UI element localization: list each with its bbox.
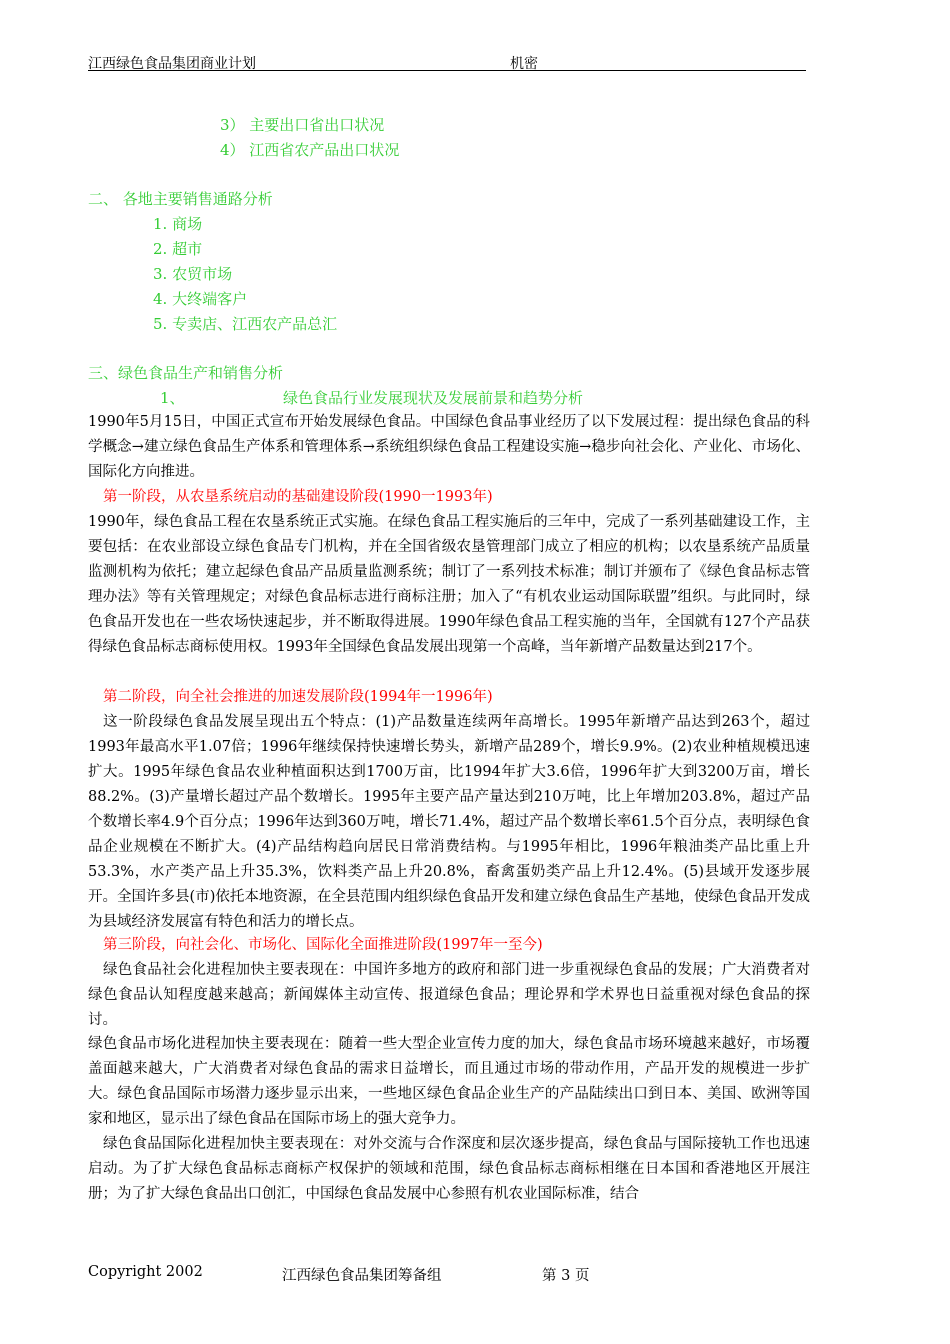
- stage1-paragraph: 1990年，绿色食品工程在农垦系统正式实施。在绿色食品工程实施后的三年中，完成了一系列基础建设工作，主要包括：在农业部设立绿色食品专门机构，并在全国省级农垦管理部门成立了相应的机构；以农垦系统产品质量监测机构为依托；建立起绿色食品产品质量监测系统；制订了一系列技术标准；制订并颁布了《绿色食品标志管理办法》等有关管理规定；对绿色食品标志进行商标注册；加入了“有机农业运动国际联盟”组织。与此同时，绿色食品开发也在一些农场快速起步，并不断取得进展。1990年绿色食品工程实施的当年，全国就有127个产品获得绿色食品标志商标使用权。1993年全国绿色食品发展出现第一个高峰，当年新增产品数量达到217个。: [88, 514, 810, 655]
- header-rule: [88, 70, 806, 71]
- intro-paragraph: 1990年5月15日，中国正式宣布开始发展绿色食品。中国绿色食品事业经历了以下发展过程：提出绿色食品的科学概念→建立绿色食品生产体系和管理体系→系统组织绿色食品工程建设实施→稳步向社会化、产业化、市场化、国际化方向推进。: [88, 414, 810, 480]
- section2-item: 2. 超市: [153, 240, 203, 258]
- header-title: 江西绿色食品集团商业计划: [88, 56, 256, 72]
- section3-subsection-number: 1、: [160, 389, 185, 407]
- toc-item-4: 4） 江西省农产品出口状况: [220, 141, 400, 159]
- toc-item-3: 3） 主要出口省出口状况: [220, 116, 385, 134]
- stage3-title: 第三阶段，向社会化、市场化、国际化全面推进阶段(1997年一至今): [103, 937, 543, 953]
- stage2-title: 第二阶段，向全社会推进的加速发展阶段(1994年一1996年): [103, 689, 493, 705]
- stage1-title: 第一阶段，从农垦系统启动的基础建设阶段(1990一1993年): [103, 489, 493, 505]
- section2-item: 1. 商场: [153, 215, 203, 233]
- section3-title: 三、绿色食品生产和销售分析: [88, 364, 284, 382]
- section2-item: 5. 专卖店、江西农产品总汇: [153, 315, 338, 333]
- header-confidential: 机密: [510, 56, 538, 72]
- section2-item: 4. 大终端客户: [153, 290, 248, 308]
- section2-title: 二、 各地主要销售通路分析: [88, 190, 273, 208]
- stage2-paragraph: 这一阶段绿色食品发展呈现出五个特点：(1)产品数量连续两年高增长。1995年新增产品达到263个，超过1993年最高水平1.07倍；1996年继续保持快速增长势头，新增产品289个，增长9.9%。(2)农业种植规模迅速扩大。1995年绿色食品农业种植面积达到1700万亩，比1994年扩大3.6倍，1996年扩大到3200万亩，增长88.2%。(3)产量增长超过产品个数增长。1995年主要产品产量达到210万吨，比上年增加203.8%，超过产品个数增长率4.9个百分点；1996年达到360万吨，增长71.4%，超过产品个数增长率61.5个百分点，表明绿色食品企业规模在不断扩大。(4)产品结构趋向居民日常消费结构。与1995年相比，1996年粮油类产品比重上升53.3%，水产类产品上升35.3%，饮料类产品上升20.8%，畜禽蛋奶类产品上升12.4%。(5)县域开发逐步展开。全国许多县(市)依托本地资源，在全县范围内组织绿色食品开发和建立绿色食品生产基地，使绿色食品开发成为县域经济发展富有特色和活力的增长点。: [88, 714, 810, 930]
- section2-item: 3. 农贸市场: [153, 265, 233, 283]
- footer-page-number: 第 3 页: [542, 1268, 590, 1284]
- stage3-market-paragraph: 绿色食品市场化进程加快主要表现在：随着一些大型企业宣传力度的加大，绿色食品市场环境越来越好，市场覆盖面越来越大，广大消费者对绿色食品的需求日益增长，而且通过市场的带动作用，产品开发的规模进一步扩大。绿色食品国际市场潜力逐步显示出来，一些地区绿色食品企业生产的产品陆续出口到日本、美国、欧洲等国家和地区，显示出了绿色食品在国际市场上的强大竞争力。: [88, 1036, 810, 1127]
- stage3-international-paragraph: 绿色食品国际化进程加快主要表现在：对外交流与合作深度和层次逐步提高，绿色食品与国际接轨工作也迅速启动。为了扩大绿色食品标志商标产权保护的领域和范围，绿色食品标志商标相继在日本国和香港地区开展注册；为了扩大绿色食品出口创汇，中国绿色食品发展中心参照有机农业国际标准，结合: [88, 1136, 810, 1202]
- footer-copyright: Copyright 2002: [88, 1264, 203, 1280]
- footer-organization: 江西绿色食品集团筹备组: [282, 1268, 442, 1284]
- section3-subsection-title: 绿色食品行业发展现状及发展前景和趋势分析: [283, 389, 584, 407]
- stage3-social-paragraph: 绿色食品社会化进程加快主要表现在：中国许多地方的政府和部门进一步重视绿色食品的发展；广大消费者对绿色食品认知程度越来越高；新闻媒体主动宣传、报道绿色食品；理论界和学术界也日益重视对绿色食品的探讨。: [88, 962, 810, 1028]
